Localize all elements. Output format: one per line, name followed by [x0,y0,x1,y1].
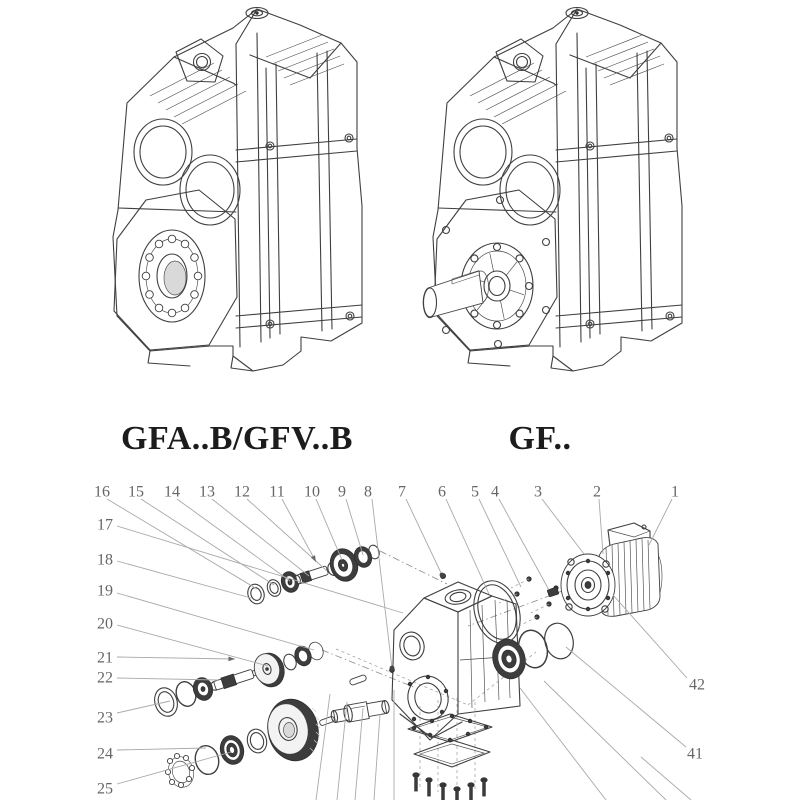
right-figure-label: GF.. [508,420,572,457]
part-number-10: 10 [304,483,320,501]
part-number-8: 8 [364,483,372,501]
key-2 [349,674,367,685]
part-number-5: 5 [471,483,479,501]
part-number-9: 9 [338,483,346,501]
part-number-1: 1 [671,483,679,501]
hollow-shaft-hub [139,230,205,322]
output-helical-gear [262,694,324,765]
gearbox-right-drawing [423,8,682,372]
part-number-2: 2 [593,483,601,501]
part-number-41: 41 [687,745,703,763]
part-number-19: 19 [97,582,113,600]
part-number-11: 11 [269,483,285,501]
callout-layer [94,484,705,800]
part-number-3: 3 [534,483,542,501]
output-bearing-part [488,636,529,683]
part-number-15: 15 [128,483,144,501]
motor-part [561,523,662,616]
input-axis-centerline [380,551,447,584]
part-number-17: 17 [97,516,113,534]
bottom-cover-assembly [408,698,492,800]
output-flange-and-shaft [423,197,549,348]
part-number-20: 20 [97,615,113,633]
left-figure-label: GFA..B/GFV..B [121,420,353,457]
part-number-16: 16 [94,483,110,501]
part-number-42: 42 [689,676,705,694]
part-number-7: 7 [398,483,406,501]
output-shaft [330,698,391,725]
intermediate-gear [251,650,288,690]
input-shaft-assembly [245,544,381,606]
part-number-24: 24 [97,745,113,763]
part-number-6: 6 [438,483,446,501]
intermediate-axis-centerline [322,650,416,688]
gearbox-left-drawing [113,8,362,372]
oil-seal [217,733,247,767]
part-number-14: 14 [164,483,180,501]
part-number-4: 4 [491,483,499,501]
part-number-23: 23 [97,709,113,727]
exploded-diagram [94,484,705,800]
cover-bolts [413,773,487,800]
bearing-cage [165,753,197,790]
part-number-21: 21 [97,649,113,667]
part-number-13: 13 [199,483,215,501]
part-number-22: 22 [97,669,113,687]
part-number-12: 12 [234,483,250,501]
part-number-18: 18 [97,551,113,569]
oval-gasket-part [466,575,528,649]
part-number-25: 25 [97,780,113,798]
